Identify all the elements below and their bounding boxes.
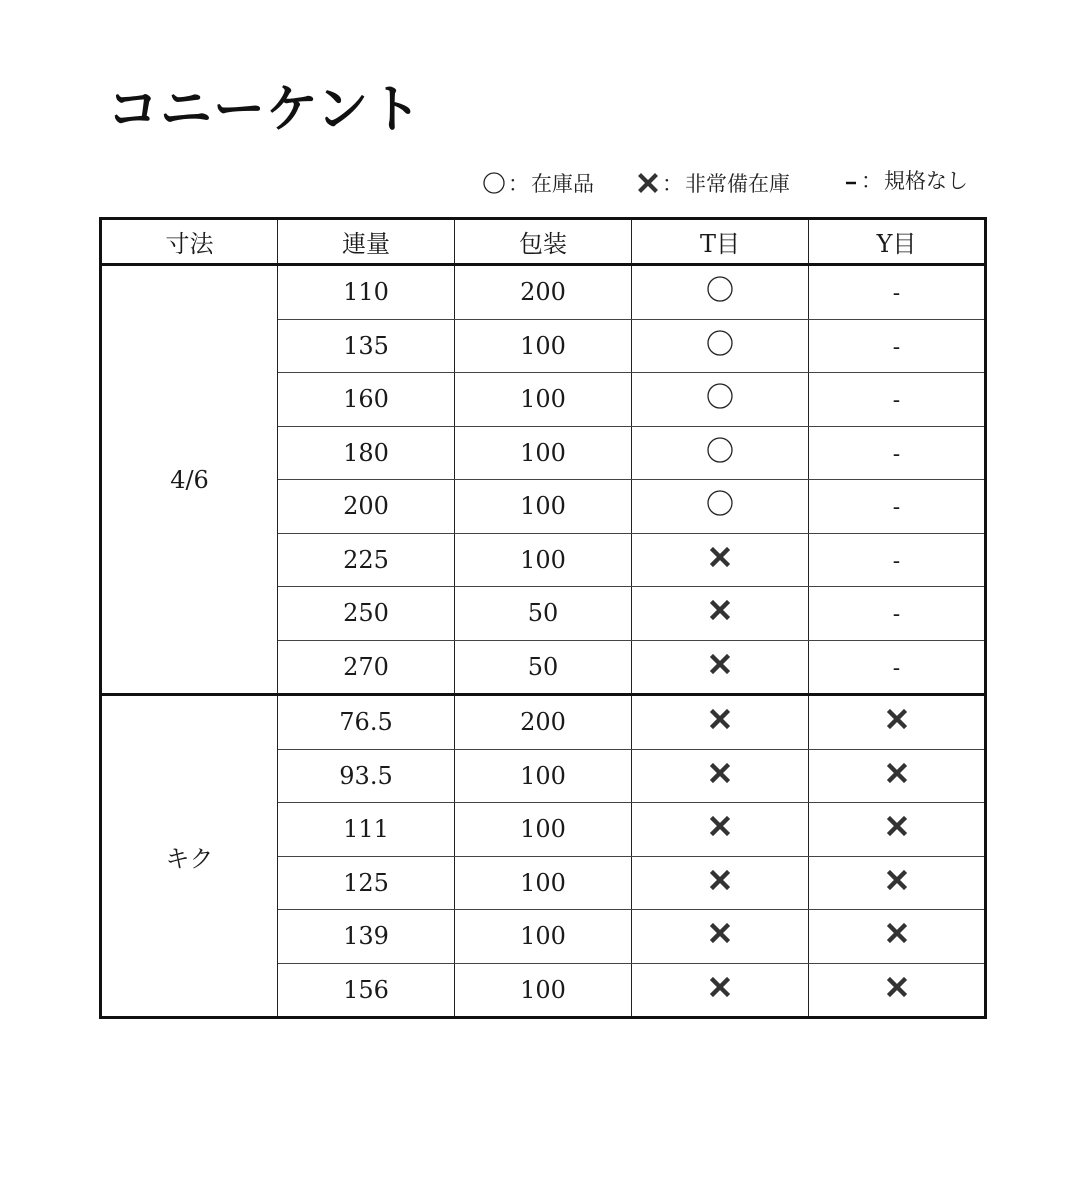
dash-mark: - xyxy=(892,602,901,628)
weight-cell: 135 xyxy=(278,319,455,373)
pack-cell: 100 xyxy=(455,426,632,480)
y-grain-cell xyxy=(809,373,986,427)
cross-icon xyxy=(706,705,734,739)
pack-cell: 50 xyxy=(455,587,632,641)
dash-mark: - xyxy=(892,441,901,467)
cross-icon xyxy=(706,596,734,630)
y-grain-cell xyxy=(809,749,986,803)
size-cell: 4/6 xyxy=(101,265,278,695)
pack-cell: 100 xyxy=(455,319,632,373)
y-grain-cell xyxy=(809,426,986,480)
y-grain-cell xyxy=(809,963,986,1018)
weight-cell: 160 xyxy=(278,373,455,427)
header-cell-weight: 連量 xyxy=(278,219,455,265)
legend-colon: ： xyxy=(662,172,683,196)
cross-icon xyxy=(706,543,734,577)
circle-icon xyxy=(706,436,734,470)
cross-icon xyxy=(883,705,911,739)
t-grain-cell xyxy=(632,963,809,1018)
pack-cell: 100 xyxy=(455,749,632,803)
circle-icon xyxy=(482,171,506,195)
legend xyxy=(0,168,1080,202)
y-grain-cell xyxy=(809,856,986,910)
table-row xyxy=(101,695,986,750)
pack-cell: 100 xyxy=(455,480,632,534)
size-cell: キク xyxy=(101,695,278,1018)
pack-cell: 200 xyxy=(455,695,632,750)
t-grain-cell xyxy=(632,480,809,534)
pack-cell: 100 xyxy=(455,963,632,1018)
y-grain-cell xyxy=(809,587,986,641)
page-title: コニーケント xyxy=(107,80,423,140)
legend-colon: ： xyxy=(508,172,529,196)
y-grain-cell xyxy=(809,640,986,695)
circle-icon xyxy=(706,329,734,363)
cross-icon xyxy=(706,650,734,684)
dash-mark: - xyxy=(892,388,901,414)
legend-colon: ： xyxy=(861,169,882,193)
cross-icon xyxy=(883,759,911,793)
dash-mark: - xyxy=(892,495,901,521)
cross-icon xyxy=(636,171,660,195)
y-grain-cell xyxy=(809,533,986,587)
t-grain-cell xyxy=(632,856,809,910)
cross-icon xyxy=(706,973,734,1007)
pack-cell: 100 xyxy=(455,803,632,857)
legend-stock-label: 在庫品 xyxy=(531,172,594,196)
weight-cell: 156 xyxy=(278,963,455,1018)
cross-icon xyxy=(706,759,734,793)
t-grain-cell xyxy=(632,319,809,373)
y-grain-cell xyxy=(809,695,986,750)
y-grain-cell xyxy=(809,319,986,373)
weight-cell: 125 xyxy=(278,856,455,910)
table-row xyxy=(101,265,986,320)
circle-icon xyxy=(706,275,734,309)
header-row xyxy=(101,219,986,265)
dash-mark: - xyxy=(892,334,901,360)
weight-cell: 93.5 xyxy=(278,749,455,803)
legend-none-label: 規格なし xyxy=(884,169,968,193)
legend-nonstock-label: 非常備在庫 xyxy=(685,172,790,196)
y-grain-cell xyxy=(809,910,986,964)
t-grain-cell xyxy=(632,426,809,480)
cross-icon xyxy=(706,919,734,953)
t-grain-cell xyxy=(632,587,809,641)
dash-mark: - xyxy=(892,281,901,307)
weight-cell: 111 xyxy=(278,803,455,857)
cross-icon xyxy=(706,812,734,846)
t-grain-cell xyxy=(632,803,809,857)
weight-cell: 270 xyxy=(278,640,455,695)
weight-cell: 250 xyxy=(278,587,455,641)
cross-icon xyxy=(706,866,734,900)
y-grain-cell xyxy=(809,480,986,534)
t-grain-cell xyxy=(632,265,809,320)
dash-mark: - xyxy=(892,655,901,681)
weight-cell: 76.5 xyxy=(278,695,455,750)
pack-cell: 100 xyxy=(455,373,632,427)
t-grain-cell xyxy=(632,533,809,587)
t-grain-cell xyxy=(632,695,809,750)
t-grain-cell xyxy=(632,373,809,427)
spec-table xyxy=(99,217,987,1019)
t-grain-cell xyxy=(632,910,809,964)
pack-cell: 100 xyxy=(455,910,632,964)
pack-cell: 100 xyxy=(455,856,632,910)
weight-cell: 180 xyxy=(278,426,455,480)
header-cell-size: 寸法 xyxy=(101,219,278,265)
y-grain-cell xyxy=(809,803,986,857)
pack-cell: 50 xyxy=(455,640,632,695)
circle-icon xyxy=(706,382,734,416)
header-cell-pack: 包装 xyxy=(455,219,632,265)
weight-cell: 225 xyxy=(278,533,455,587)
y-grain-cell xyxy=(809,265,986,320)
cross-icon xyxy=(883,919,911,953)
pack-cell: 200 xyxy=(455,265,632,320)
dash-icon xyxy=(843,168,859,192)
header-cell-y-grain: Y目 xyxy=(809,219,986,265)
legend-stock xyxy=(482,168,594,198)
dash-mark: - xyxy=(892,548,901,574)
cross-icon xyxy=(883,973,911,1007)
pack-cell: 100 xyxy=(455,533,632,587)
cross-icon xyxy=(883,866,911,900)
header-cell-t-grain: T目 xyxy=(632,219,809,265)
t-grain-cell xyxy=(632,749,809,803)
weight-cell: 110 xyxy=(278,265,455,320)
cross-icon xyxy=(883,812,911,846)
circle-icon xyxy=(706,489,734,523)
t-grain-cell xyxy=(632,640,809,695)
legend-none xyxy=(843,165,968,195)
table-body xyxy=(101,265,986,1018)
weight-cell: 200 xyxy=(278,480,455,534)
weight-cell: 139 xyxy=(278,910,455,964)
legend-nonstock xyxy=(636,168,790,198)
